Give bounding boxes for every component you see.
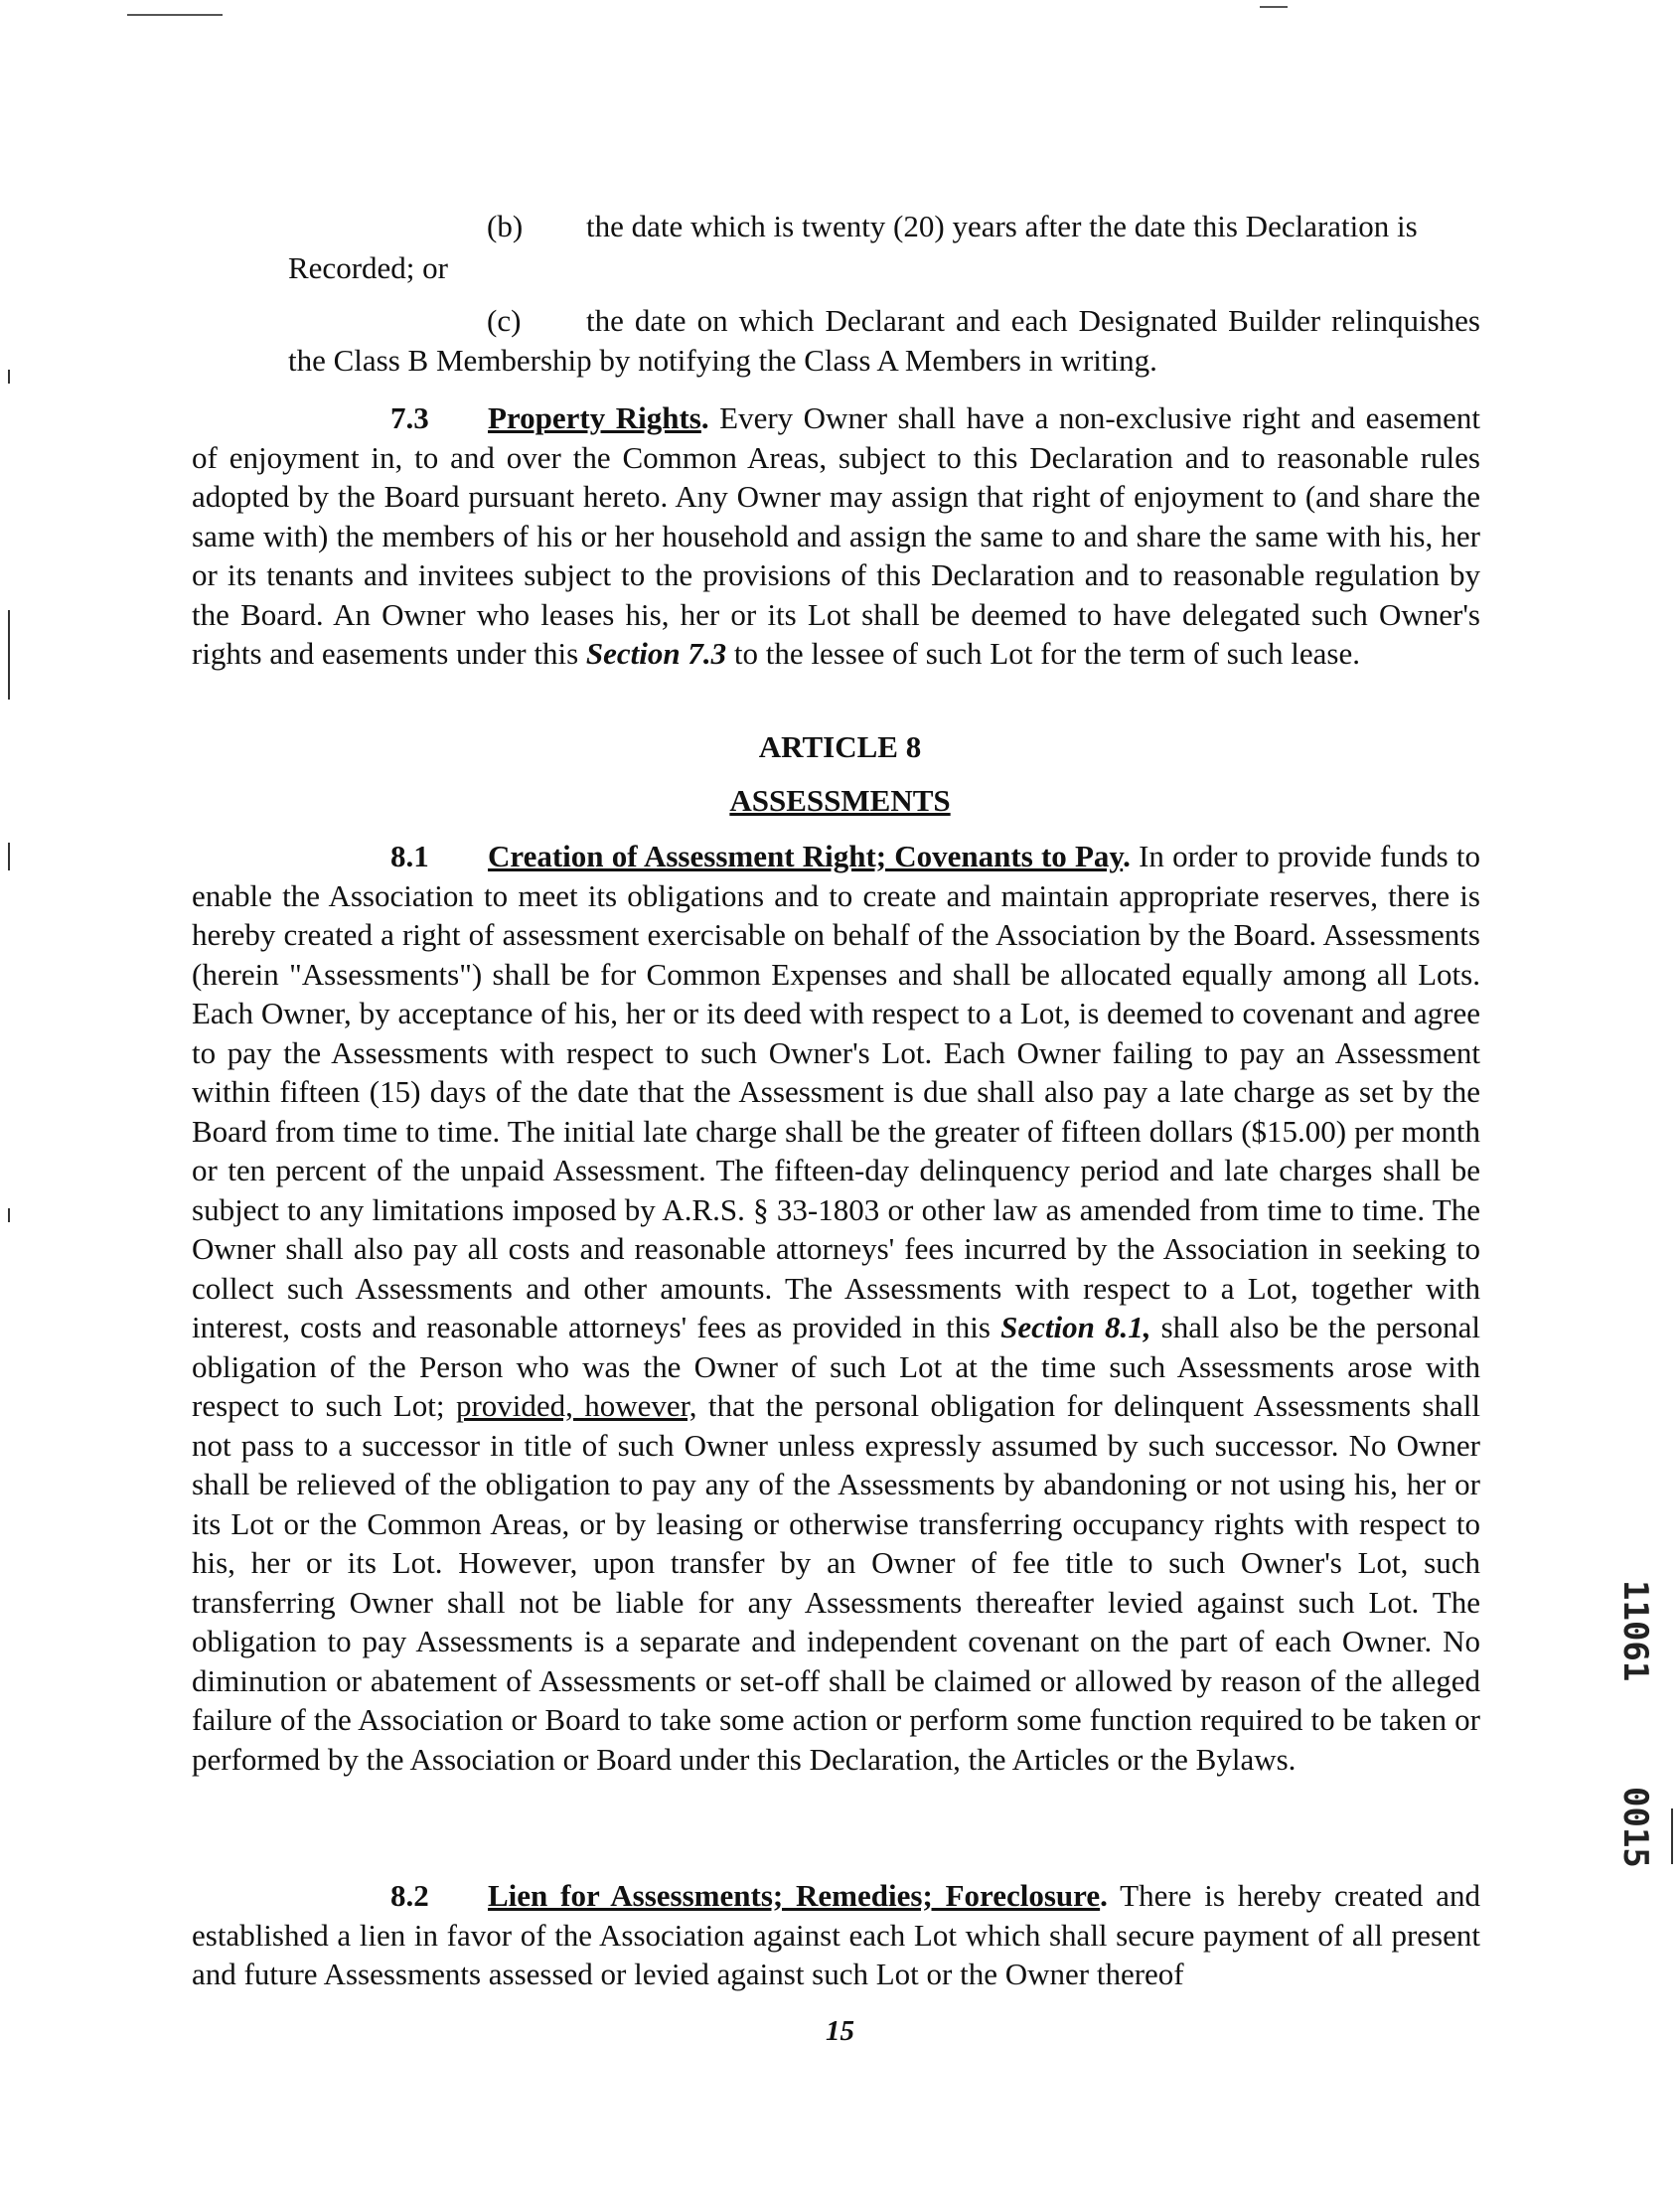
section-8-2-text-1: There is hereby created and established a lien in favor of the Association against each Lot which shall secure payment of all present and future Assessments assessed or levied against such Lot or the Owner thereof [192,1878,1481,1991]
section-8-2-number: 8.2 [390,1878,429,1913]
section-7-3-title: Property Rights [488,400,701,435]
recording-stamp-top [1615,1580,1655,1688]
section-8-1-text-3: that the personal obligation for delinquent Assessments shall not pass to a successor in title of such Owner unless expressly assumed by such successor. No Owner shall be relieved of the obligation to pay any of the Assessments by abandoning or not using his, her or its Lot or the Common Areas, or by leasing or otherwise transferring occupancy rights with respect to his, her or its Lot. However, upon transfer by an Owner of fee title to such Owner's Lot, such transferring Owner shall not be liable for any Assessments thereafter levied against such Lot. The obligation to pay Assessments is a separate and independent covenant on the part of each Owner. No diminution or abatement of Assessments or set-off shall be claimed or allowed by reason of the alleged failure of the Association or Board to take some action or perform some function required to be taken or performed by the Association or Board under this Declaration, the Articles or the Bylaws. [192,1388,1480,1777]
section-8-1-provided: provided, however, [455,1388,697,1423]
subsection-c-label: (c) [487,303,522,338]
section-7-3: 7.3 Property Rights. Every Owner shall have a non-exclusive right and easement of enjoyment in, to and over the Common Areas, subject to this Declaration and to reasonable rules adopted by the Board pursuant hereto. Any Owner may assign that right of enjoyment to (and share the same with) the members of his or her household and assign the same to and share the same with his, her or its tenants and invitees subject to the provisions of this Declaration and to reasonable regulation by the Board. An Owner who leases his, her or its Lot shall be deemed to have delegated such Owner's rights and easements under this Section 7.3 to the lessee of such Lot for the term of such lease. [192,400,1480,671]
section-8-1: 8.1 Creation of Assessment Right; Covenants to Pay. In order to provide funds to enable the Association to meet its obligations and to create and maintain appropriate reserves, there is hereby created a right of assessment exercisable on behalf of the Association by the Board. Assessments (herein "Assessments") shall be for Common Expenses and shall be allocated equally among all Lots. Each Owner, by acceptance of his, her or its deed with respect to a Lot, is deemed to covenant and agree to pay the Assessments with respect to such Owner's Lot. Each Owner failing to pay an Assessment within fifteen (15) days of the date that the Assessment is due shall also pay a late charge as set by the Board from time to time. The initial late charge shall be the greater of fifteen dollars ($15.00) per month or ten percent of the unpaid Assessment. The fifteen-day delinquency period and late charges shall be subject to any limitations imposed by A.R.S. § 33-1803 or other law as amended from time to time. The Owner shall also pay all costs and reasonable attorneys' fees incurred by the Association in seeking to collect such Assessments and other amounts. The Assessments with respect to a Lot, together with interest, costs and reasonable attorneys' fees as provided in this Section 8.1, shall also be the personal obligation of the Person who was the Owner of such Lot at the time such Assessments arose with respect to such Lot; provided, however, that the personal obligation for delinquent Assessments shall not pass to a successor in title of such Owner unless expressly assumed by such successor. No Owner shall be relieved of the obligation to pay any of the Assessments by abandoning or not using his, her or its Lot or the Common Areas, or by leasing or otherwise transferring occupancy rights with respect to his, her or its Lot. However, upon transfer by an Owner of fee title to such Owner's Lot, such transferring Owner shall not be liable for any Assessments thereafter levied against such Lot. The obligation to pay Assessments is a separate and independent covenant on the part of each Owner. No diminution or abatement of Assessments or set-off shall be claimed or allowed by reason of the alleged failure of the Association or Board to take some action or perform some function required to be taken or performed by the Association or Board under this Declaration, the Articles or the Bylaws. [192,839,1480,1777]
subsection-b-text: the date which is twenty (20) years after the date this Declaration is [586,209,1418,243]
article-heading: ARTICLE 8 [758,729,922,764]
section-7-3-number: 7.3 [390,400,429,435]
section-8-1-number: 8.1 [390,839,429,873]
subsection-c [288,301,1480,380]
subsection-c-text: the date on which Declarant and each Designated Builder relinquishes the Class B Membership by notifying the Class A Members in writing. [288,303,1480,378]
recording-stamp-bottom [1615,1787,1655,1875]
scan-artifact [127,14,223,16]
margin-bar [8,843,10,870]
margin-bar [8,1208,10,1222]
section-8-2-title: Lien for Assessments; Remedies; Foreclosure [488,1878,1101,1913]
subsection-b [288,207,1480,246]
section-8-1-ref: Section 8.1, [1000,1310,1151,1344]
right-margin-bar [1671,1808,1673,1864]
section-8-1-text-1: In order to provide funds to enable the Association to meet its obligations and to create and maintain appropriate reserves, there is hereby created a right of assessment exercisable on behalf of the Association by the Board. Assessments (herein "Assessments") shall be for Common Expenses and shall be allocated equally among all Lots. Each Owner, by acceptance of his, her or its deed with respect to a Lot, is deemed to covenant and agree to pay the Assessments with respect to such Owner's Lot. Each Owner failing to pay an Assessment within fifteen (15) days of the date that the Assessment is due shall also pay a late charge as set by the Board from time to time. The initial late charge shall be the greater of fifteen dollars ($15.00) per month or ten percent of the unpaid Assessment. The fifteen-day delinquency period and late charges shall be subject to any limitations imposed by A.R.S. § 33-1803 or other law as amended from time to time. The Owner shall also pay all costs and reasonable attorneys' fees incurred by the Association in seeking to collect such Assessments and other amounts. The Assessments with respect to a Lot, together with interest, costs and reasonable attorneys' fees as provided in this [192,839,1480,1344]
subsection-b-cont-text: Recorded; or [288,250,448,285]
subsection-b-label: (b) [487,209,524,243]
article-title: ASSESSMENTS [729,783,951,818]
subsection-b-continuation [288,248,686,288]
margin-bar [8,610,10,700]
page-number: 15 [826,2015,854,2047]
section-7-3-ref: Section 7.3 [585,636,727,671]
section-7-3-text-1: Every Owner shall have a non-exclusive right and easement of enjoyment in, to and over the Common Areas, subject to this Declaration and to reasonable rules adopted by the Board pursuant hereto. Any Owner may assign that right of enjoyment to (and share the same with) the members of his or her household and assign the same to and share the same with his, her or its tenants and invitees subject to the provisions of this Declaration and to reasonable regulation by the Board. An Owner who leases his, her or its Lot shall be deemed to have delegated such Owner's rights and easements under this [192,400,1480,671]
recording-stamp-top-text: 11061 [1615,1580,1655,1682]
section-8-1-title: Creation of Assessment Right; Covenants to Pay [488,839,1124,873]
section-8-2: 8.2 Lien for Assessments; Remedies; Foreclosure. There is hereby created and established a lien in favor of the Association against each Lot which shall secure payment of all present and future Assessments assessed or levied against such Lot or the Owner thereof [192,1878,1481,1991]
margin-bar [8,370,10,384]
scan-artifact [1260,6,1288,8]
section-7-3-text-2: to the lessee of such Lot for the term of such lease. [726,636,1361,671]
section-8-1-text-2: shall also be the personal obligation of the Person who was the Owner of such Lot at the time such Assessments arose with respect to such Lot; [192,1310,1480,1423]
recording-stamp-bottom-text: 0015 [1615,1787,1655,1868]
